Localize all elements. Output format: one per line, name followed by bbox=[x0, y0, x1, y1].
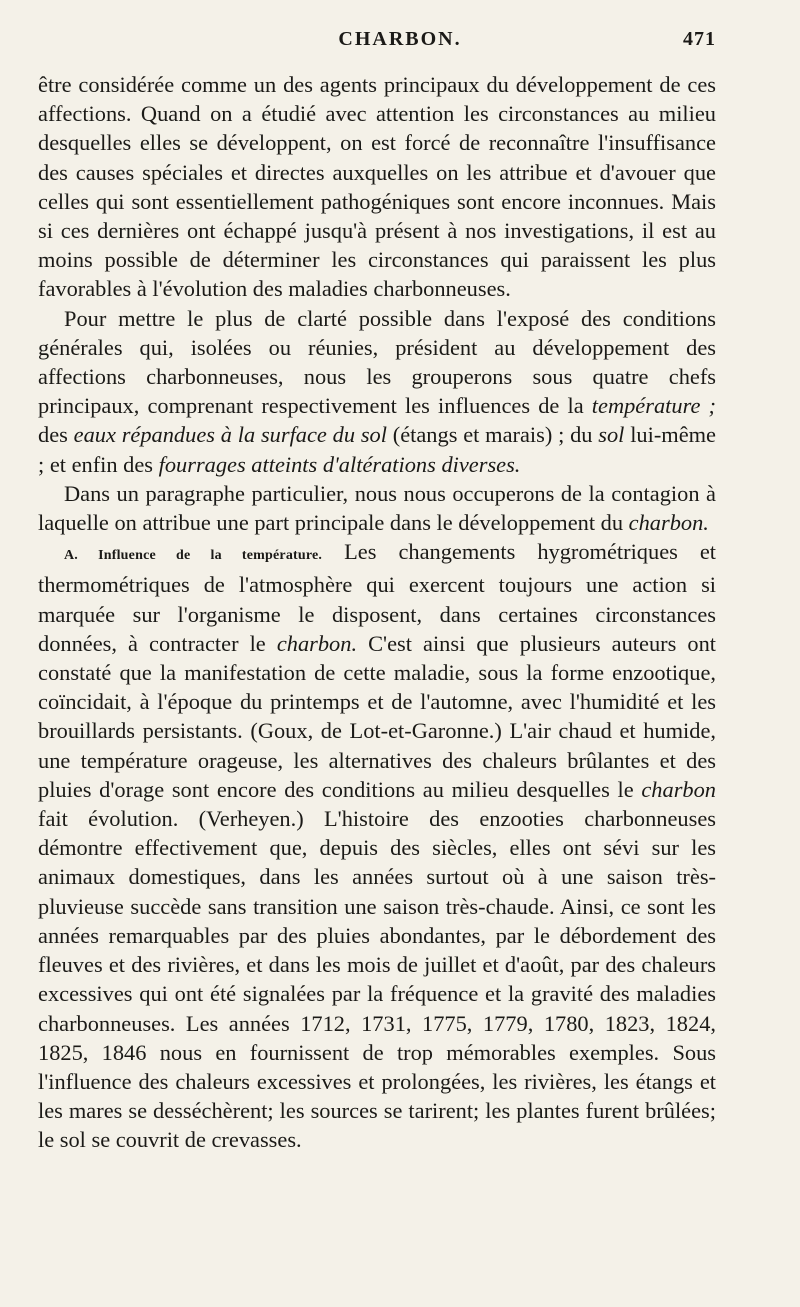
paragraph-3 bbox=[38, 479, 716, 537]
italic-sol: sol bbox=[598, 422, 625, 448]
paragraph-4-seg-2: C'est ainsi que plusieurs auteurs ont constaté que la manifestation de cette maladie, sous la forme enzootique, coïncidait, à l'époque du printemps et de l'automne, avec l'humidité et les brouillards persistants. (Goux, de Lot-et-Garonne.) L'air chaud et humide, une température orageuse, les alternatives des chaleurs brûlantes et des pluies d'orage sont encore des conditions au milieu desquelles le bbox=[38, 630, 716, 802]
italic-fourrages: fourrages atteints d'altérations diverses. bbox=[158, 451, 521, 477]
paragraph-2 bbox=[38, 304, 716, 479]
paragraph-4 bbox=[38, 537, 716, 1154]
paragraph-1 bbox=[38, 70, 716, 304]
paragraph-1-text: être considérée comme un des agents principaux du développement de ces affections. Quand on a étudié avec attention les circonstances au milieu desquelles elles se développent, on est forcé de reconnaître l'insuffisance des causes spéciales et directes auxquelles on les attribue et d'avouer que celles qui sont essentiellement pathogéniques sont encore inconnues. Mais si ces dernières ont échappé jusqu'à présent à nos investigations, il est au moins possible de déterminer les circonstances qui paraissent les plus favorables à l'évolution des maladies charbonneuses. bbox=[38, 72, 716, 302]
page-header bbox=[38, 28, 716, 62]
italic-eaux: eaux répandues à la surface du sol bbox=[73, 422, 387, 448]
paragraph-2-seg-4: (étangs et marais) ; du bbox=[386, 422, 599, 448]
body-text bbox=[38, 70, 716, 1155]
italic-charbon-3: charbon bbox=[641, 776, 716, 802]
paragraph-4-seg-0: Les changements hygrométriques et thermométriques de l'atmosphère qui exercent toujours une action si marquée sur l'organisme le disposent, dans certaines circonstances données, à contracter le bbox=[38, 539, 716, 656]
page-number: 471 bbox=[683, 28, 716, 50]
italic-charbon-2: charbon. bbox=[276, 630, 358, 656]
paragraph-2-seg-6: lui-même ; et enfin des bbox=[38, 422, 716, 477]
paragraph-2-seg-0: Pour mettre le plus de clarté possible dans l'exposé des conditions générales qui, isolées ou réunies, président au développement des affections charbonneuses, nous les grouperons sous quatre chefs principaux, comprenant respectivement les influences de la bbox=[38, 305, 716, 419]
paragraph-3-seg-0: Dans un paragraphe particulier, nous nous occuperons de la contagion à laquelle on attribue une part principale dans le développement du bbox=[38, 480, 716, 536]
paragraph-2-seg-2: des bbox=[38, 422, 74, 448]
italic-temperature: température ; bbox=[591, 393, 716, 419]
paragraph-4-seg-4: fait évolution. (Verheyen.) L'histoire des enzooties charbonneuses démontre effectivement que, depuis des siècles, elles ont sévi sur les animaux domestiques, dans les années surtout où à une saison très-pluvieuse succède sans transition une saison très-chaude. Ainsi, ce sont les années remarquables par des pluies abondantes, par le débordement des fleuves et des rivières, et dans les mois de juillet et d'août, par des chaleurs excessives qui ont été signalées par la fréquence et la gravité des maladies charbonneuses. Les années 1712, 1731, 1775, 1779, 1780, 1823, 1824, 1825, 1846 nous en fournissent de trop mémorables exemples. Sous l'influence des chaleurs excessives et prolongées, les rivières, les étangs et les mares se desséchèrent; les sources se tarirent; les plantes furent brûlées; le sol se couvrit de crevasses. bbox=[38, 806, 716, 1153]
section-heading-a: A. Influence de la température. bbox=[64, 548, 323, 564]
running-title: CHARBON. bbox=[338, 28, 462, 50]
italic-charbon: charbon. bbox=[628, 510, 709, 536]
